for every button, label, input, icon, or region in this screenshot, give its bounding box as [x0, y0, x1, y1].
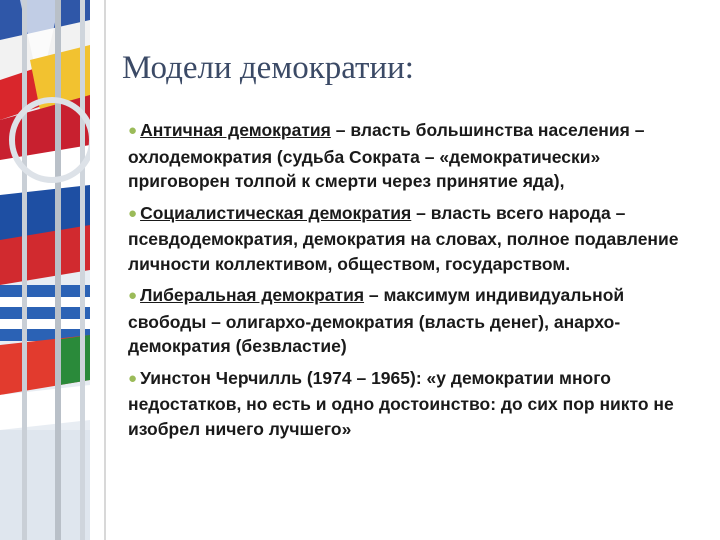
bullet-churchill-quote — [128, 366, 703, 442]
bullet-term: Либеральная демократия — [140, 285, 365, 305]
bullet-ancient-democracy — [128, 118, 703, 194]
bullet-dot-icon: ● — [128, 287, 138, 304]
bullet-list — [128, 118, 703, 448]
vertical-divider — [104, 0, 106, 540]
flags-photo — [0, 0, 90, 540]
slide-title: Модели демократии: — [122, 50, 414, 86]
bullet-socialist-democracy — [128, 201, 703, 277]
bullet-text: – власть большинства населения – охлодемократия (судьба Сократа – «демократически» приговорен толпой к смерти через принятие яда), — [128, 120, 645, 191]
bullet-text: Уинстон Черчилль (1974 – 1965): «у демократии много недостатков, но есть и одно достоинство: до сих пор никто не изобрел ничего лучшего» — [128, 367, 674, 439]
bullet-liberal-democracy — [128, 283, 703, 359]
bullet-text: – максимум индивидуальной свободы – олигархо-демократия (власть денег), анархо-демократия (безвластие) — [128, 285, 625, 356]
bullet-text: – власть всего народа – псевдодемократия, демократия на словах, полное подавление личности коллективом, обществом, государством. — [128, 202, 679, 274]
bullet-term: Античная демократия — [140, 120, 331, 140]
bullet-dot-icon: ● — [128, 369, 138, 387]
bullet-dot-icon: ● — [128, 204, 138, 222]
bullet-dot-icon: ● — [128, 122, 138, 139]
bullet-term: Социалистическая демократия — [140, 202, 412, 223]
